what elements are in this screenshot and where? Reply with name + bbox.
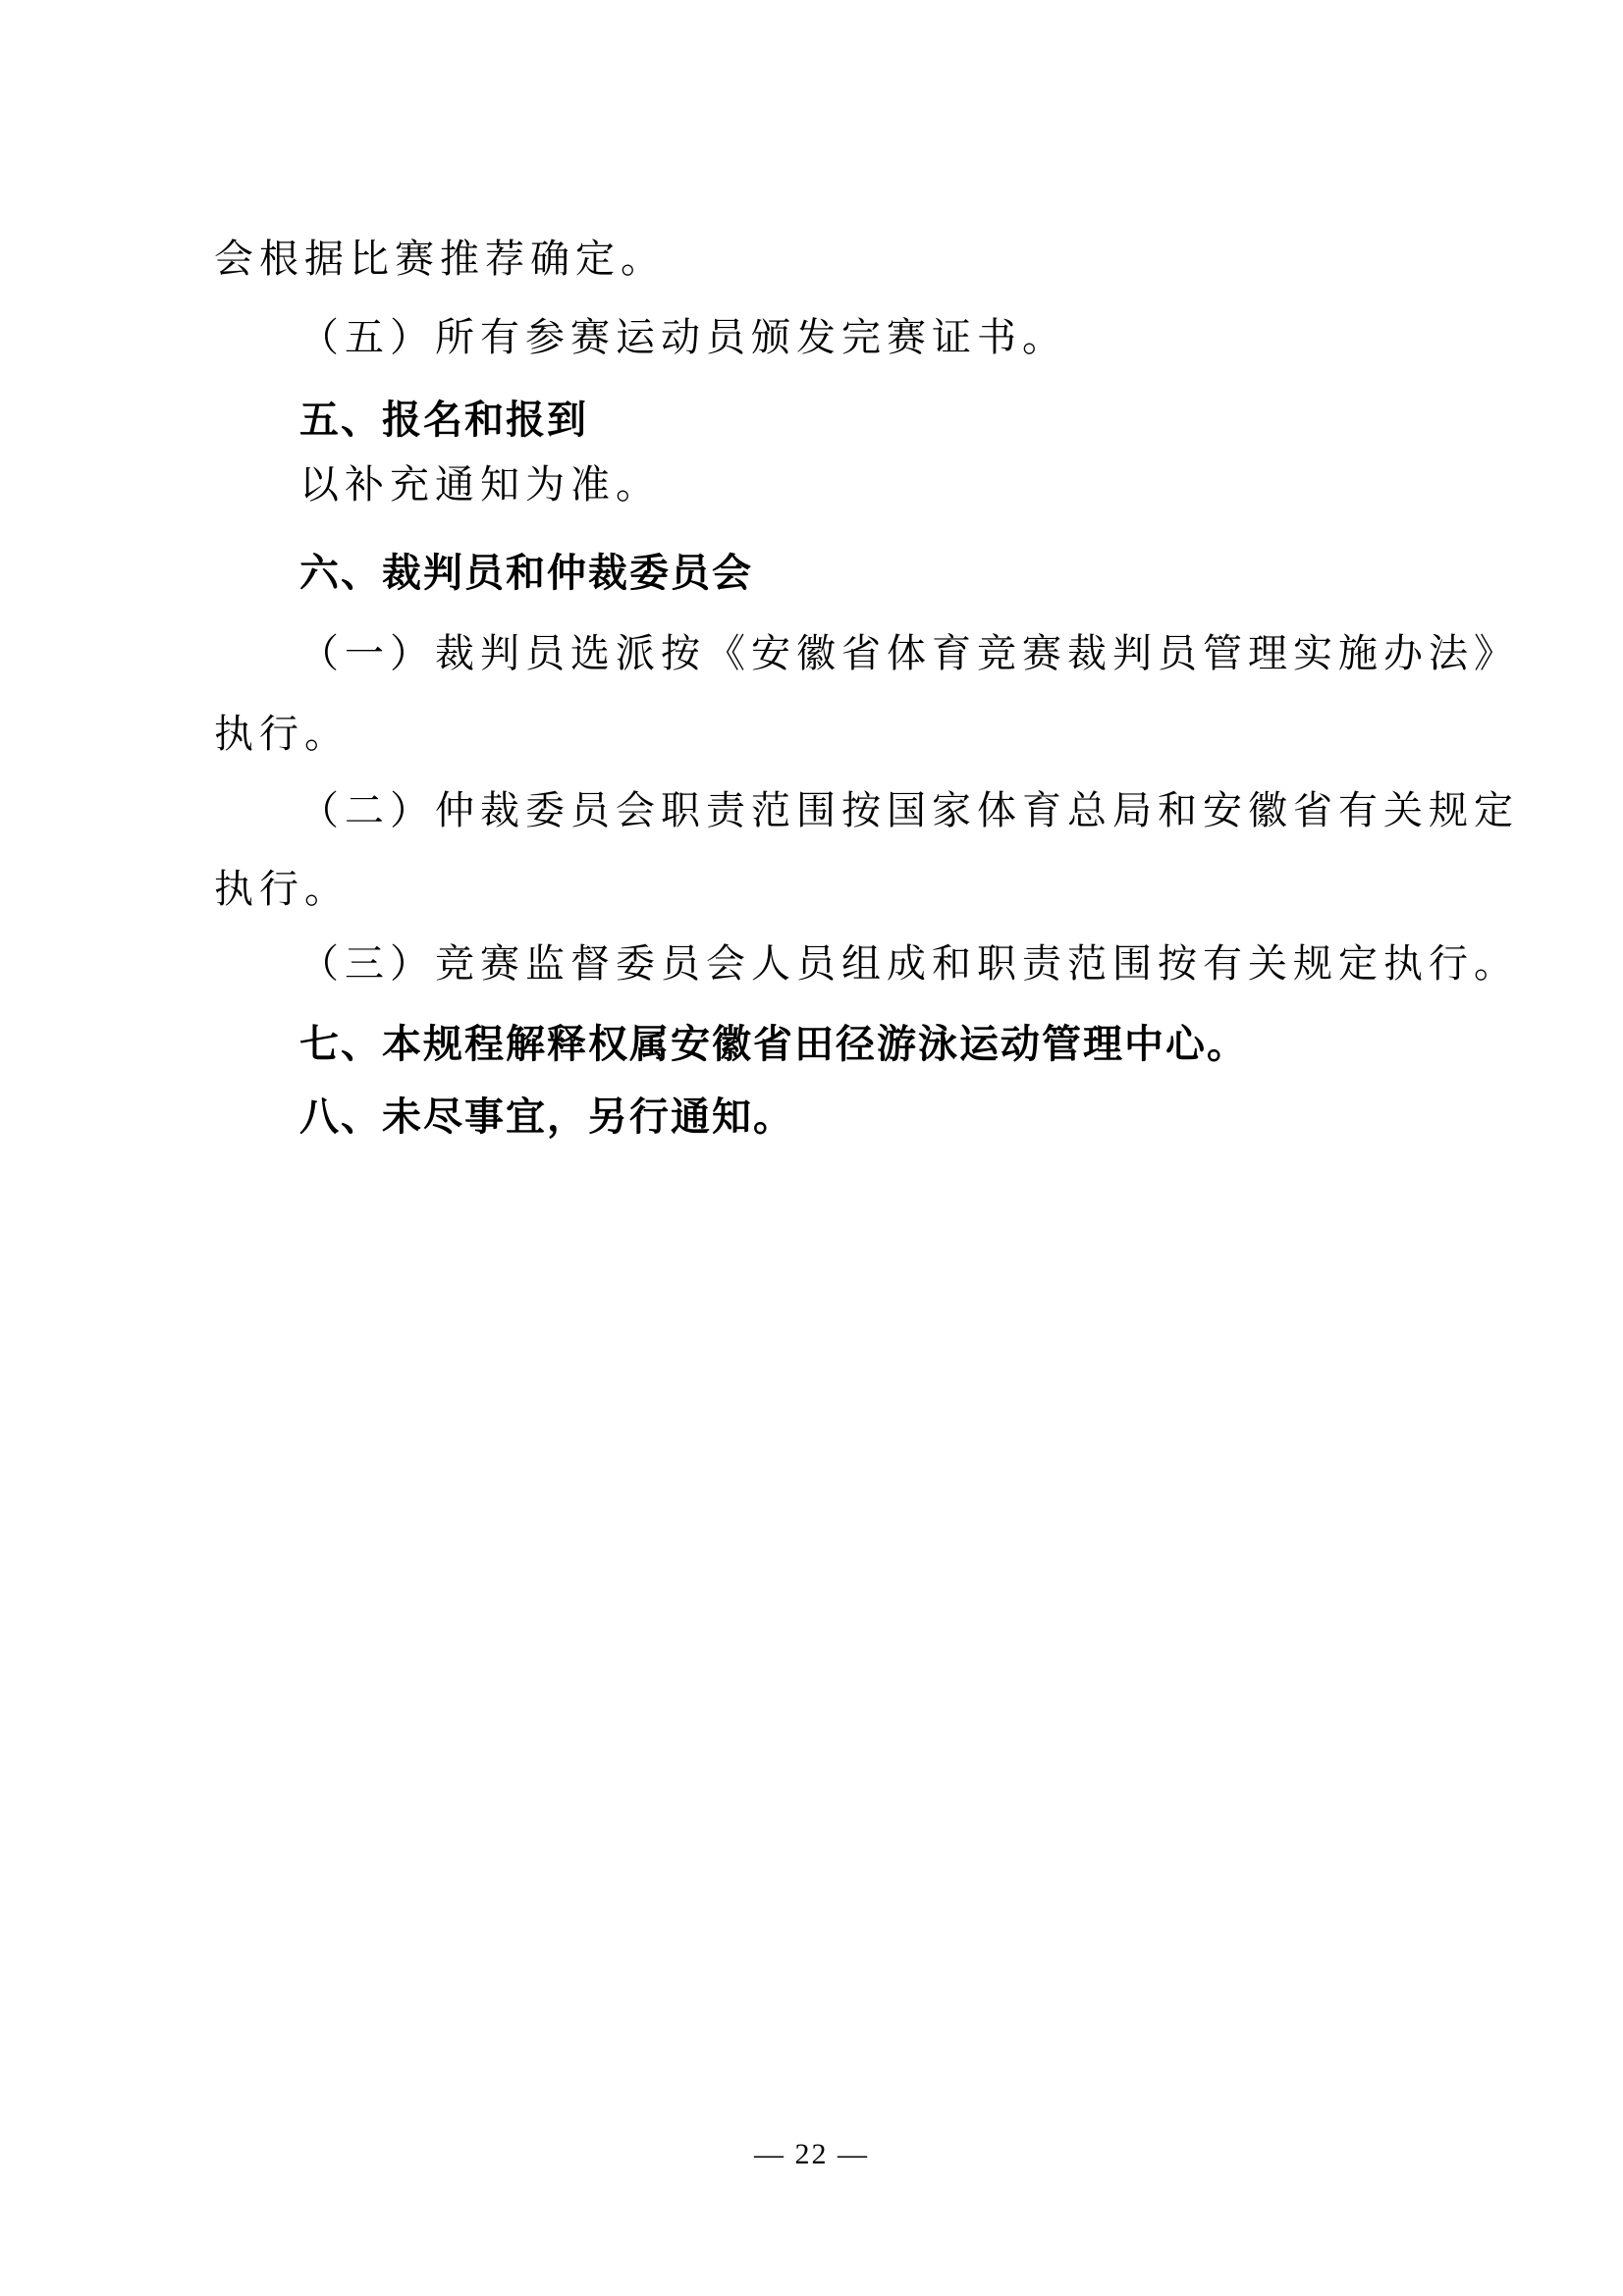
registration-body: 以补充通知为准。 [299, 462, 661, 507]
section-heading-other-matters: 八、未尽事宜，另行通知。 [299, 1095, 794, 1140]
item-two-continuation: 执行。 [214, 867, 350, 912]
item-two-arbitration: （二）仲裁委员会职责范围按国家体育总局和安徽省有关规定 [299, 788, 1519, 833]
section-heading-registration: 五、报名和报到 [299, 398, 588, 443]
item-five-certificate: （五）所有参赛运动员颁发完赛证书。 [299, 315, 1067, 360]
section-heading-interpretation: 七、本规程解释权属安徽省田径游泳运动管理中心。 [299, 1022, 1248, 1067]
section-heading-referees: 六、裁判员和仲裁委员会 [299, 551, 753, 596]
item-one-referee-selection: （一）裁判员选派按《安徽省体育竞赛裁判员管理实施办法》 [299, 631, 1519, 676]
item-one-continuation: 执行。 [214, 712, 350, 757]
continuation-line-recommendation: 会根据比赛推荐确定。 [214, 237, 666, 282]
item-three-supervision: （三）竞赛监督委员会人员组成和职责范围按有关规定执行。 [299, 941, 1519, 987]
page-number: — 22 — [754, 2138, 869, 2170]
